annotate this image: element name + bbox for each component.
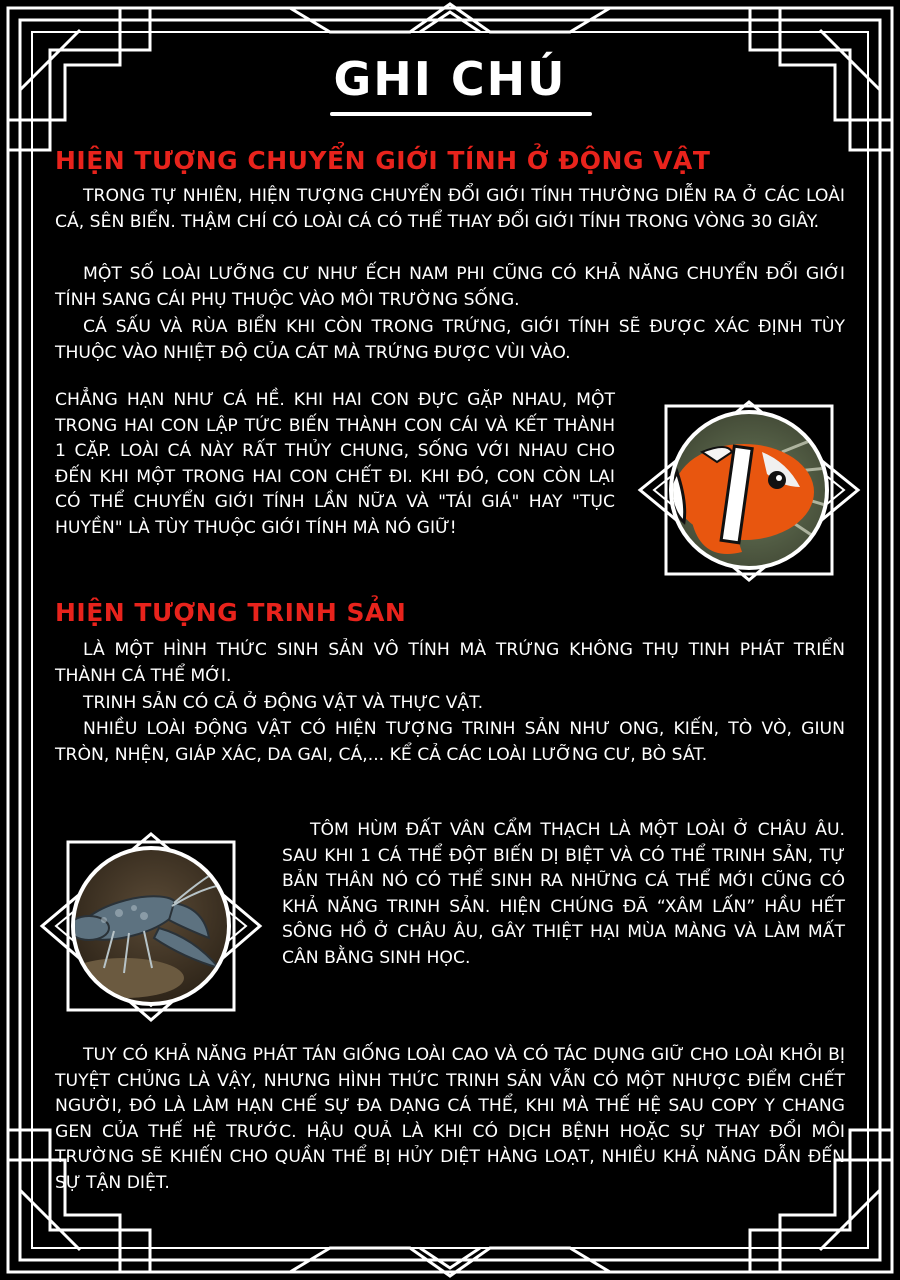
crayfish-image-badge <box>34 828 268 1028</box>
section-heading-parthenogenesis: HIỆN TƯỢNG TRINH SẢN <box>55 598 407 627</box>
paragraph: TRONG TỰ NHIÊN, HIỆN TƯỢNG CHUYỂN ĐỔI GIỚI TÍNH THƯỜNG DIỄN RA Ở CÁC LOÀI CÁ, SÊN BIỂN. THẬM CHÍ CÓ LOÀI CÁ CÓ THỂ THAY ĐỔI GIỚI TÍNH TRONG VÒNG 30 GIÂY. <box>55 186 845 232</box>
paragraph: TRINH SẢN CÓ CẢ Ở ĐỘNG VẬT VÀ THỰC VẬT. <box>83 693 484 713</box>
clownfish-example-text: CHẲNG HẠN NHƯ CÁ HỀ. KHI HAI CON ĐỰC GẶP NHAU, MỘT TRONG HAI CON LẬP TỨC BIẾN THÀNH CON CÁI VÀ KẾT THÀNH 1 CẶP. LOÀI CÁ NÀY RẤT THỦY CHUNG, SỐNG VỚI NHAU CHO ĐẾN KHI MỘT TRONG HAI CON CHẾT ĐI. KHI ĐÓ, CON CÒN LẠI CÓ THỂ CHUYỂN GIỚI TÍNH LẦN NỮA VÀ "TÁI GIÁ" HAY "TỤC HUYỀN" LÀ TÙY THUỘC GIỚI TÍNH MÀ NÓ GIỮ! <box>55 390 615 538</box>
paragraph: MỘT SỐ LOÀI LƯỠNG CƯ NHƯ ẾCH NAM PHI CŨNG CÓ KHẢ NĂNG CHUYỂN ĐỔI GIỚI TÍNH SANG CÁI PHỤ THUỘC VÀO MÔI TRƯỜNG SỐNG. <box>55 264 845 310</box>
conclusion-paragraph: TUY CÓ KHẢ NĂNG PHÁT TÁN GIỐNG LOÀI CAO VÀ CÓ TÁC DỤNG GIỮ CHO LOÀI KHỎI BỊ TUYỆT CHỦNG LÀ VẬY, NHƯNG HÌNH THỨC TRINH SẢN VẪN CÓ MỘT NHƯỢC ĐIỂM CHẾT NGƯỜI, ĐÓ LÀ LÀM HẠN CHẾ SỰ ĐA DẠNG CÁ THỂ, KHI MÀ THẾ HỆ SAU COPY Y CHANG GEN CỦA THẾ HỆ TRƯỚC. HẬU QUẢ LÀ KHI CÓ DỊCH BỆNH HOẶC SỰ THAY ĐỔI MÔI TRƯỜNG SẼ KHIẾN CHO QUẦN THỂ BỊ HỦY DIỆT HÀNG LOẠT, NHIỀU KHẢ NĂNG DẪN ĐẾN SỰ TẬN DIỆT. <box>55 1045 845 1193</box>
paragraph: NHIỀU LOÀI ĐỘNG VẬT CÓ HIỆN TƯỢNG TRINH SẢN NHƯ ONG, KIẾN, TÒ VÒ, GIUN TRÒN, NHỆN, GIÁP XÁC, DA GAI, CÁ,... KỂ CẢ CÁC LOÀI LƯỠNG CƯ, BÒ SÁT. <box>55 719 845 765</box>
paragraph: CÁ SẤU VÀ RÙA BIỂN KHI CÒN TRONG TRỨNG, GIỚI TÍNH SẼ ĐƯỢC XÁC ĐỊNH TÙY THUỘC VÀO NHIỆT ĐỘ CỦA CÁT MÀ TRỨNG ĐƯỢC VÙI VÀO. <box>55 317 845 363</box>
paragraph: LÀ MỘT HÌNH THỨC SINH SẢN VÔ TÍNH MÀ TRỨNG KHÔNG THỤ TINH PHÁT TRIỂN THÀNH CÁ THỂ MỚI. <box>55 640 845 686</box>
crayfish-example-text: TÔM HÙM ĐẤT VÂN CẨM THẠCH LÀ MỘT LOÀI Ở CHÂU ÂU. SAU KHI 1 CÁ THỂ ĐỘT BIẾN DỊ BIỆT VÀ CÓ THỂ TRINH SẢN, TỰ BẢN THÂN NÓ CÓ THỂ SINH RA NHỮNG CÁ THỂ MỚI CŨNG CÓ KHẢ NĂNG TRINH SẢN. HIỆN CHÚNG ĐÃ “XÂM LẤN” HẦU HẾT SÔNG HỒ Ở CHÂU ÂU, GÂY THIỆT HẠI MÙA MÀNG VÀ LÀM MẤT CÂN BẰNG SINH HỌC. <box>282 820 845 968</box>
title-underline <box>330 112 592 116</box>
page-title: GHI CHÚ <box>333 52 567 106</box>
clownfish-image-badge <box>632 392 866 592</box>
section-heading-sex-change: HIỆN TƯỢNG CHUYỂN GIỚI TÍNH Ở ĐỘNG VẬT <box>55 146 711 175</box>
